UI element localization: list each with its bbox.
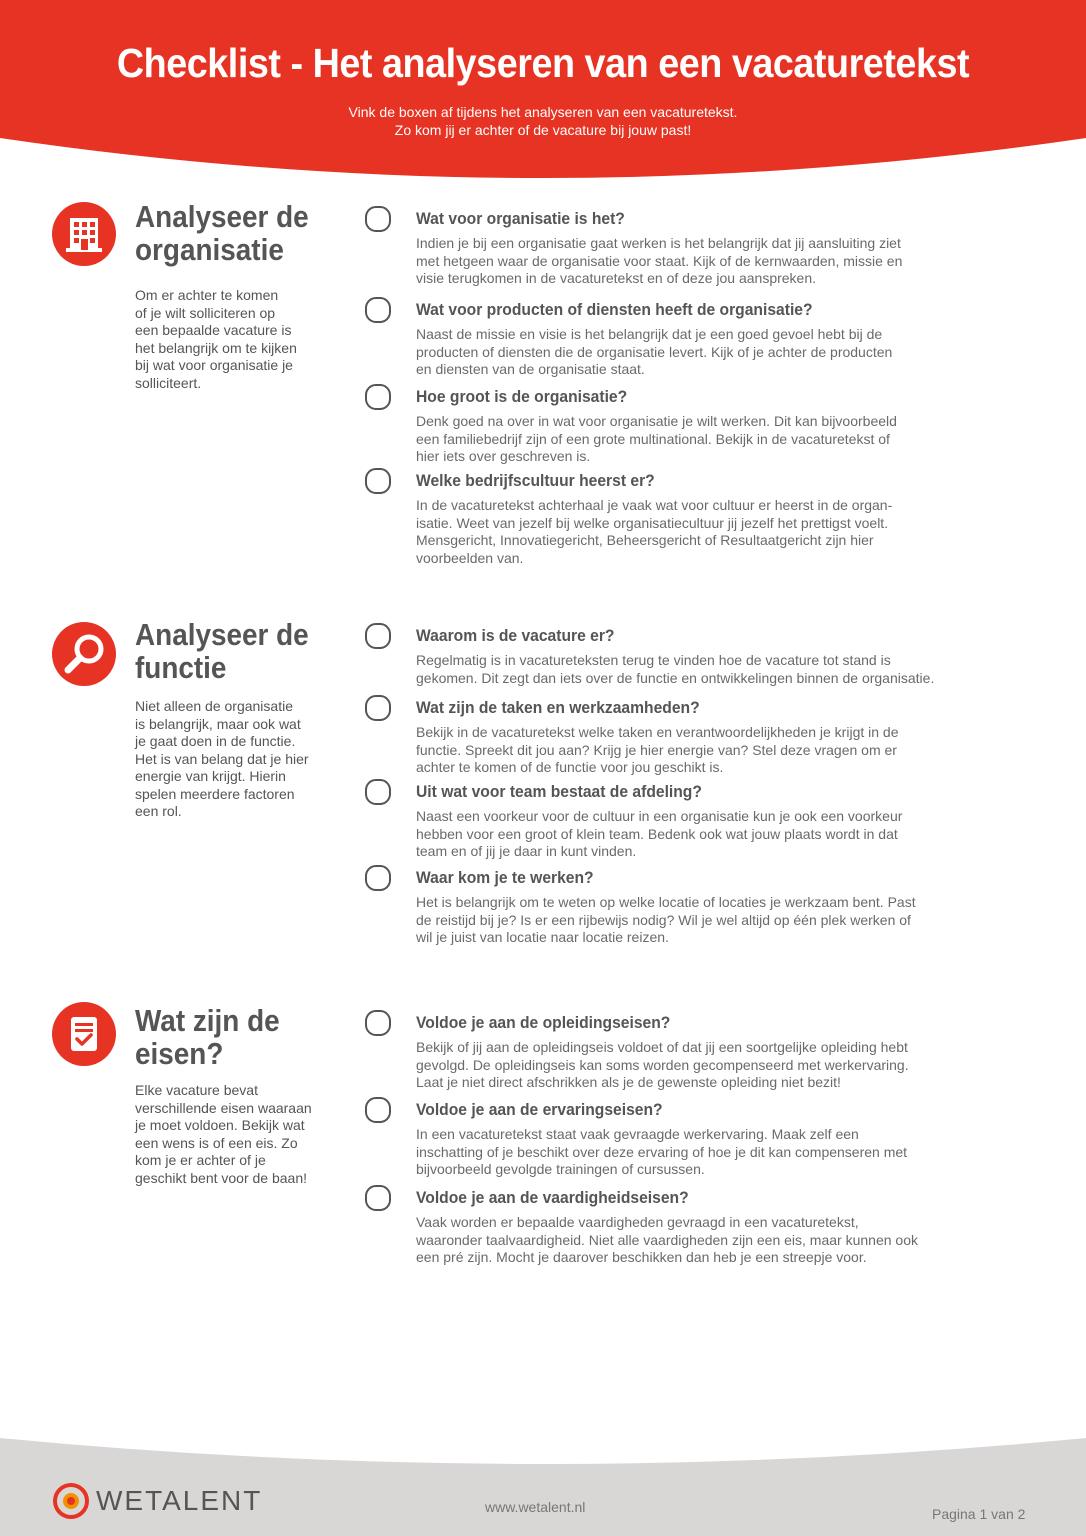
item-text: Vaak worden er bepaalde vaardigheden gevraagd in een vacaturetekst, waaronder taalvaardigheid. Niet alle vaardigheden zijn een eis, maar kunnen ook een pré zijn. Mocht je daarover beschikken dan heb je een streepje voor. bbox=[416, 1214, 918, 1265]
brand-logo-text: WETALENT bbox=[96, 1485, 263, 1516]
item-title: Hoe groot is de organisatie? bbox=[416, 387, 628, 406]
item-text: Regelmatig is in vacatureteksten terug te vinden hoe de vacature tot stand is gekomen. Dit zegt dan iets over de functie en ontwikkelingen binnen de organisatie. bbox=[416, 652, 935, 686]
page-subtitle bbox=[0, 103, 1086, 139]
clipboard-check-icon bbox=[52, 1002, 116, 1066]
page-title: Checklist - Het analyseren van een vacaturetekst bbox=[116, 40, 970, 86]
section-description: Elke vacature bevat verschillende eisen waaraan je moet voldoen. Bekijk wat een wens is of een eis. Zo kom je er achter of je geschikt bent voor de baan! bbox=[135, 1082, 312, 1186]
checkbox[interactable] bbox=[365, 468, 391, 494]
item-text: Naast de missie en visie is het belangrijk dat je een goed gevoel hebt bij de producten of diensten die de organisatie levert. Kijk of je achter de producten en diensten van de organisatie staat. bbox=[416, 326, 893, 377]
header-background bbox=[0, 0, 1086, 190]
footer bbox=[0, 1430, 1086, 1536]
checkbox[interactable] bbox=[365, 779, 391, 805]
item-text: Het is belangrijk om te weten op welke locatie of locaties je werkzaam bent. Past de reistijd bij je? Is er een rijbewijs nodig? Wil je wel altijd op één plek werken of wil je juist van locatie naar locatie reizen. bbox=[416, 894, 916, 945]
checkbox[interactable] bbox=[365, 623, 391, 649]
subtitle-line-1: Vink de boxen af tijdens het analyseren van een vacaturetekst. bbox=[348, 104, 738, 120]
checkbox[interactable] bbox=[365, 206, 391, 232]
wetalent-logo-icon bbox=[52, 1482, 90, 1520]
item-text: In de vacaturetekst achterhaal je vaak wat voor cultuur er heerst in de organ- isatie. Weet van jezelf bij welke organisatiecultuur jij jezelf het prettigst voelt. Mensgericht, Innovatiegericht, Beheersgericht of Resultaatgericht zijn hier voorbeelden van. bbox=[416, 497, 893, 566]
checkbox[interactable] bbox=[365, 1010, 391, 1036]
item-title: Waarom is de vacature er? bbox=[416, 626, 615, 645]
checkbox[interactable] bbox=[365, 1185, 391, 1211]
section-title: Wat zijn de eisen? bbox=[135, 1003, 280, 1071]
section-description: Om er achter te komen of je wilt solliciteren op een bepaalde vacature is het belangrijk om te kijken bij wat voor organisatie je solliciteert. bbox=[135, 287, 297, 391]
item-text: Naast een voorkeur voor de cultuur in een organisatie kun je ook een voorkeur hebben voor een groot of klein team. Bedenk ook wat jouw plaats wordt in dat team en of jij je daar in kunt vinden. bbox=[416, 808, 903, 859]
footer-url-link[interactable]: www.wetalent.nl bbox=[485, 1499, 586, 1515]
item-title: Welke bedrijfscultuur heerst er? bbox=[416, 471, 655, 490]
item-title: Wat zijn de taken en werkzaamheden? bbox=[416, 698, 700, 717]
checkbox[interactable] bbox=[365, 695, 391, 721]
item-text: Denk goed na over in wat voor organisatie je wilt werken. Dit kan bijvoorbeeld een familiebedrijf zijn of een grote multinational. Bekijk in de vacaturetekst of hier iets over geschreven is. bbox=[416, 413, 897, 464]
checkbox[interactable] bbox=[365, 865, 391, 891]
checkbox[interactable] bbox=[365, 384, 391, 410]
item-text: Indien je bij een organisatie gaat werken is het belangrijk dat jij aansluiting ziet met hetgeen waar de organisatie voor staat. Kijk of de kernwaarden, missie en visie terugkomen in de vacaturetekst en of deze jou aanspreken. bbox=[416, 235, 903, 286]
header-banner bbox=[0, 0, 1086, 190]
item-text: Bekijk in de vacaturetekst welke taken en verantwoordelijkheden je krijgt in de functie. Spreekt dit jou aan? Krijg je hier energie van? Stel deze vragen om er achter te komen of de functie voor jou geschikt is. bbox=[416, 724, 899, 775]
section-title: Analyseer de organisatie bbox=[135, 199, 309, 267]
item-text: Bekijk of jij aan de opleidingseis voldoet of dat jij een soortgelijke opleiding hebt gevolgd. De opleidingseis kan soms worden gecompenseerd met werkervaring. Laat je niet direct afschrikken als je de gewenste opleiding niet bezit! bbox=[416, 1039, 909, 1090]
section-description: Niet alleen de organisatie is belangrijk, maar ook wat je gaat doen in de functie. Het is van belang dat je hier energie van krijgt. Hierin spelen meerdere factoren een rol. bbox=[135, 698, 309, 819]
item-title: Wat voor organisatie is het? bbox=[416, 209, 625, 228]
footer-background bbox=[0, 1430, 1086, 1536]
item-title: Voldoe je aan de opleidingseisen? bbox=[416, 1013, 671, 1032]
section-title: Analyseer de functie bbox=[135, 617, 309, 685]
subtitle-line-2: Zo kom jij er achter of de vacature bij jouw past! bbox=[394, 122, 692, 138]
checkbox[interactable] bbox=[365, 297, 391, 323]
magnifier-icon bbox=[52, 622, 116, 686]
building-icon bbox=[52, 202, 116, 266]
checkbox[interactable] bbox=[365, 1097, 391, 1123]
item-title: Uit wat voor team bestaat de afdeling? bbox=[416, 782, 702, 801]
item-title: Voldoe je aan de vaardigheidseisen? bbox=[416, 1188, 689, 1207]
item-text: In een vacaturetekst staat vaak gevraagde werkervaring. Maak zelf een inschatting of je beschikt over deze ervaring of hoe je dit kan compenseren met bijvoorbeeld gevolgde trainingen of cursussen. bbox=[416, 1126, 908, 1177]
item-title: Voldoe je aan de ervaringseisen? bbox=[416, 1100, 663, 1119]
page-number: Pagina 1 van 2 bbox=[932, 1506, 1026, 1522]
item-title: Waar kom je te werken? bbox=[416, 868, 594, 887]
item-title: Wat voor producten of diensten heeft de organisatie? bbox=[416, 300, 813, 319]
